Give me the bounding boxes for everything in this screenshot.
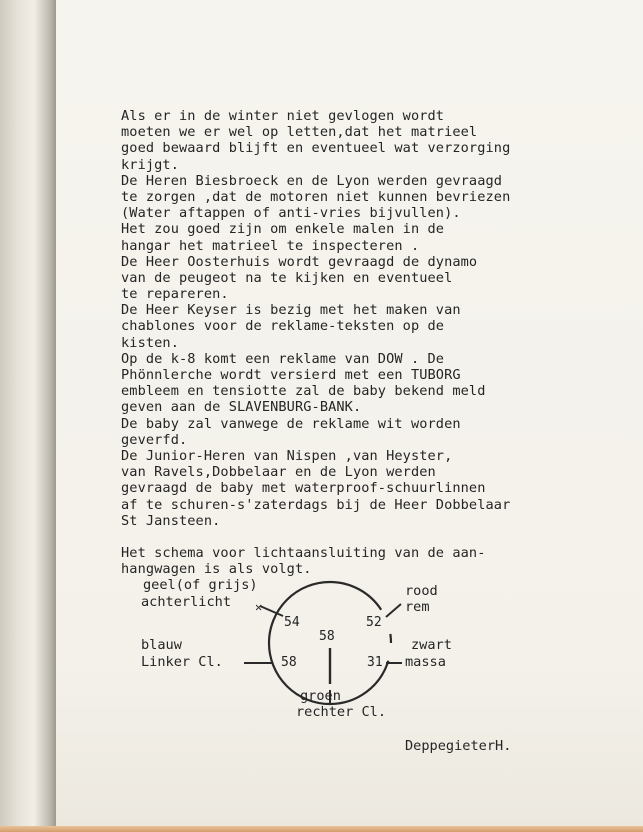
- text-line: hangwagen is als volgt.: [121, 561, 312, 578]
- text-line: (Water aftappen of anti-vries bijvullen).: [121, 205, 461, 222]
- text-line: van Ravels,Dobbelaar en de Lyon werden: [121, 464, 436, 481]
- label-rem: rem: [405, 599, 430, 615]
- text-line: moeten we er wel op letten,dat het matrieel: [121, 124, 478, 141]
- text-line: Het zou goed zijn om enkele malen in de: [121, 221, 445, 238]
- text-line: te zorgen ,dat de motoren niet kunnen bevriezen: [121, 188, 511, 205]
- text-line: De Heer Keyser is bezig met het maken van: [121, 302, 461, 319]
- pin-58-left: 58: [281, 655, 297, 670]
- text-line: Het schema voor lichtaansluiting van de aan-: [121, 545, 486, 562]
- label-massa: massa: [405, 654, 446, 670]
- text-line: hangar het matrieel te inspecteren .: [121, 237, 420, 254]
- label-zwart: zwart: [411, 637, 452, 653]
- label-groen: groen: [300, 688, 341, 704]
- signature: DeppegieterH.: [405, 738, 512, 754]
- text-line: krijgt.: [121, 156, 179, 173]
- label-rood: rood: [405, 583, 438, 599]
- text-line: geven aan de SLAVENBURG-BANK.: [121, 399, 362, 416]
- text-line: chablones voor de reklame-teksten op de: [121, 318, 445, 335]
- text-line: De Heer Oosterhuis wordt gevraagd de dynamo: [121, 253, 478, 270]
- pin-52: 52: [366, 615, 382, 630]
- text-line: af te schuren-s'zaterdags bij de Heer Dobbelaar: [121, 496, 511, 513]
- label-geel: geel(of grijs): [143, 577, 258, 593]
- label-achterlicht: achterlicht: [141, 594, 232, 610]
- text-line: De Heren Biesbroeck en de Lyon werden gevraagd: [121, 172, 503, 189]
- label-blauw: blauw: [141, 637, 182, 653]
- pin-58-center: 58: [319, 629, 335, 644]
- pin-31: 31: [367, 655, 383, 670]
- label-rechter: rechter Cl.: [296, 704, 387, 720]
- text-line: gevraagd de baby met waterproof-schuurlinnen: [121, 480, 486, 497]
- text-line: De Junior-Heren van Nispen ,van Heyster,: [121, 447, 453, 464]
- text-line: te repareren.: [121, 286, 229, 303]
- text-line: Op de k-8 komt een reklame van DOW . De: [121, 350, 445, 367]
- text-line: kisten.: [121, 334, 179, 351]
- text-line: goed bewaard blijft en eventueel wat verzorging: [121, 140, 511, 157]
- text-line: embleem en tensiotte zal de baby bekend meld: [121, 383, 486, 400]
- text-line: De baby zal vanwege de reklame wit worden: [121, 415, 461, 432]
- text-line: St Jansteen.: [121, 512, 221, 529]
- text-line: Phönnlerche wordt versierd met een TUBORG: [121, 367, 461, 383]
- topleft-lead-mark: ✕: [255, 600, 263, 614]
- label-linker: Linker Cl.: [141, 654, 223, 670]
- text-line: geverfd.: [121, 431, 188, 448]
- text-line: Als er in de winter niet gevlogen wordt: [121, 108, 445, 124]
- topright-lead-line: [386, 604, 401, 617]
- pin-54: 54: [284, 615, 300, 630]
- text-line: van de peugeot na te kijken en eventueel: [121, 269, 453, 286]
